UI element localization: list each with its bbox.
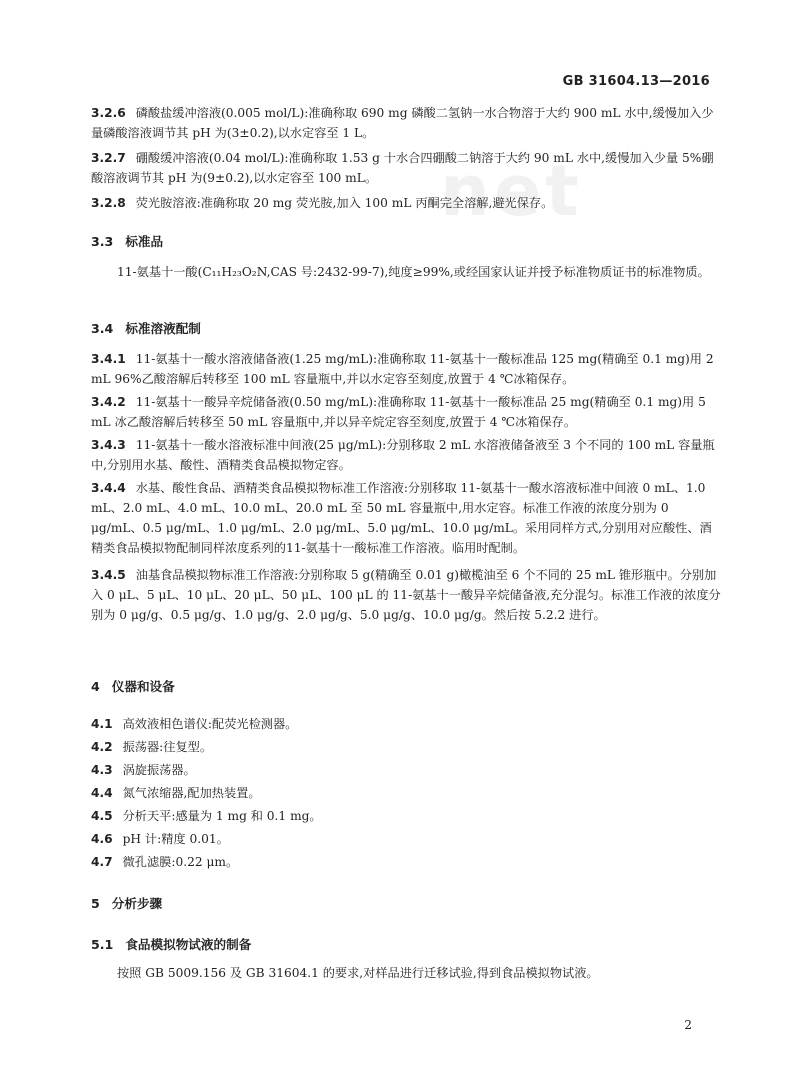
clause-number: 4.7 <box>91 855 113 869</box>
clause-text: 油基食品模拟物标准工作溶液:分别称取 5 g(精确至 0.01 g)橄榄油至 6 个不同的 25 mL 锥形瓶中。分别加入 0 μL、5 μL、10 μL、20 μL、50 μL、100 μL 的 11-氨基十一酸异辛烷储备液,充分混匀。标准工作液的浓度分别为 0 μg/g、0.5 μg/g、1.0 μg/g、2.0 μg/g、5.0 μg/g、10.0 μg/g。然后按 5.2.2 进行。 <box>91 568 721 622</box>
clause-number: 4.2 <box>91 740 113 754</box>
clause-4-6 <box>91 829 721 849</box>
section-heading-4 <box>91 676 175 695</box>
clause-text: pH 计:精度 0.01。 <box>122 832 229 846</box>
section-number: 3.3 <box>91 234 114 249</box>
clause-number: 4.3 <box>91 763 113 777</box>
clause-text: 荧光胺溶液:准确称取 20 mg 荧光胺,加入 100 mL 丙酮完全溶解,避光保存。 <box>135 196 554 210</box>
clause-number: 3.2.7 <box>91 151 126 165</box>
clause-text: 11-氨基十一酸水溶液储备液(1.25 mg/mL):准确称取 11-氨基十一酸标准品 125 mg(精确至 0.1 mg)用 2 mL 96%乙酸溶解后转移至 100 mL 容量瓶中,并以水定容至刻度,放置于 4 ℃冰箱保存。 <box>91 352 714 386</box>
clause-4-4 <box>91 783 721 803</box>
section-title: 标准品 <box>125 234 164 249</box>
clause-text: 高效液相色谱仪:配荧光检测器。 <box>122 717 298 731</box>
standard-code: GB 31604.13—2016 <box>562 74 710 89</box>
paragraph-5-1: 按照 GB 5009.156 及 GB 31604.1 的要求,对样品进行迁移试验,得到食品模拟物试液。 <box>117 966 599 980</box>
clause-3-4-5 <box>91 565 721 625</box>
section-title: 标准溶液配制 <box>125 321 201 336</box>
clause-3-4-2 <box>91 392 721 432</box>
clause-3-4-4 <box>91 478 721 558</box>
section-heading-3-3 <box>91 231 163 250</box>
section-number: 3.4 <box>91 321 114 336</box>
clause-4-5 <box>91 806 721 826</box>
clause-number: 3.2.8 <box>91 196 126 210</box>
clause-text: 微孔滤膜:0.22 μm。 <box>122 855 239 869</box>
clause-text: 水基、酸性食品、酒精类食品模拟物标准工作溶液:分别移取 11-氨基十一酸水溶液标准中间液 0 mL、1.0 mL、2.0 mL、4.0 mL、10.0 mL、20.0 mL 至 50 mL 容量瓶中,用水定容。标准工作液的浓度分别为 0 μg/mL、0.5 μg/mL、1.0 μg/mL、2.0 μg/mL、5.0 μg/mL、10.0 μg/mL。采用同样方式,分别用对应酸性、酒精类食品模拟物配制同样浓度系列的11-氨基十一酸标准工作溶液。临用时配制。 <box>91 481 712 555</box>
section-title: 食品模拟物试液的制备 <box>125 937 252 952</box>
watermark: net <box>440 150 583 232</box>
clause-text: 11-氨基十一酸异辛烷储备液(0.50 mg/mL):准确称取 11-氨基十一酸标准品 25 mg(精确至 0.1 mg)用 5 mL 冰乙酸溶解后转移至 50 mL 容量瓶中,并以异辛烷定容至刻度,放置于 4 ℃冰箱保存。 <box>91 395 706 429</box>
clause-number: 3.4.4 <box>91 481 126 495</box>
clause-3-2-8 <box>91 193 721 213</box>
clause-3-4-1 <box>91 349 721 389</box>
clause-text: 分析天平:感量为 1 mg 和 0.1 mg。 <box>122 809 322 823</box>
clause-3-4-3 <box>91 435 721 475</box>
clause-4-3 <box>91 760 721 780</box>
clause-4-7 <box>91 852 721 872</box>
section-heading-3-4 <box>91 318 201 337</box>
clause-number: 3.4.5 <box>91 568 126 582</box>
clause-number: 3.4.3 <box>91 438 126 452</box>
clause-text: 振荡器:往复型。 <box>122 740 213 754</box>
section-number: 5 <box>91 896 100 911</box>
clause-4-1 <box>91 714 721 734</box>
clause-number: 4.4 <box>91 786 113 800</box>
page-number: 2 <box>684 1018 692 1032</box>
clause-text: 氮气浓缩器,配加热装置。 <box>122 786 261 800</box>
clause-text: 磷酸盐缓冲溶液(0.005 mol/L):准确称取 690 mg 磷酸二氢钠一水合物溶于大约 900 mL 水中,缓慢加入少量磷酸溶液调节其 pH 为(3±0.2),以水定容至 1 L。 <box>91 106 714 140</box>
section-number: 4 <box>91 679 100 694</box>
paragraph-3-3: 11-氨基十一酸(C₁₁H₂₃O₂N,CAS 号:2432-99-7),纯度≥99%,或经国家认证并授予标准物质证书的标准物质。 <box>117 265 710 279</box>
clause-number: 3.4.2 <box>91 395 126 409</box>
clause-3-2-7 <box>91 148 721 188</box>
clause-text: 11-氨基十一酸水溶液标准中间液(25 μg/mL):分别移取 2 mL 水溶液储备液至 3 个不同的 100 mL 容量瓶中,分别用水基、酸性、酒精类食品模拟物定容。 <box>91 438 715 472</box>
clause-3-2-6 <box>91 103 721 143</box>
clause-number: 4.6 <box>91 832 113 846</box>
clause-number: 4.1 <box>91 717 113 731</box>
section-number: 5.1 <box>91 937 114 952</box>
section-heading-5-1 <box>91 934 251 953</box>
clause-text: 硼酸缓冲溶液(0.04 mol/L):准确称取 1.53 g 十水合四硼酸二钠溶于大约 90 mL 水中,缓慢加入少量 5%硼酸溶液调节其 pH 为(9±0.2),以水定容至 100 mL。 <box>91 151 714 185</box>
clause-number: 3.4.1 <box>91 352 126 366</box>
clause-text: 涡旋振荡器。 <box>122 763 196 777</box>
clause-number: 4.5 <box>91 809 113 823</box>
section-title: 仪器和设备 <box>111 679 175 694</box>
clause-4-2 <box>91 737 721 757</box>
clause-number: 3.2.6 <box>91 106 126 120</box>
section-title: 分析步骤 <box>111 896 163 911</box>
section-heading-5 <box>91 893 162 912</box>
